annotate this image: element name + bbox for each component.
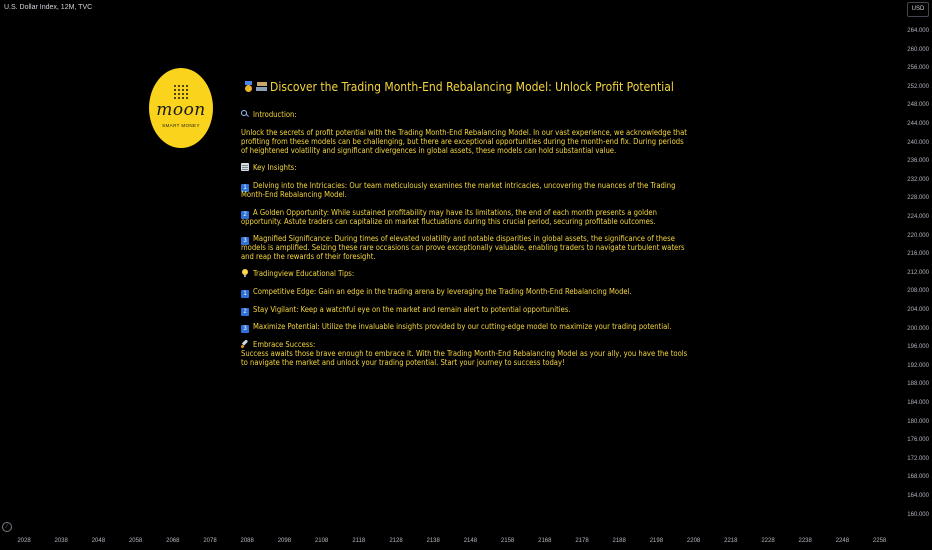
tips-heading-text: Tradingview Educational Tips:: [253, 269, 355, 278]
number-1-icon: 1: [241, 184, 249, 192]
insights-heading: [241, 163, 297, 172]
symbol-title[interactable]: U.S. Dollar Index, 12M, TVC: [4, 4, 93, 11]
time-tick: 2088: [240, 538, 254, 544]
article-title-text: Discover the Trading Month-End Rebalancing Model: Unlock Profit Potential: [270, 80, 674, 94]
number-3-icon: 3: [241, 325, 249, 333]
insight-2-text: A Golden Opportunity: While sustained profitability may have its limitations, the end of each month presents a golden: [253, 208, 657, 217]
time-tick: 2178: [575, 538, 589, 544]
number-2-icon: 2: [241, 308, 249, 316]
intro-heading-text: Introduction:: [253, 110, 297, 119]
time-tick: 2068: [166, 538, 180, 544]
time-tick: 2028: [17, 538, 31, 544]
tip-1: [241, 287, 632, 298]
number-2-icon: 2: [241, 211, 249, 219]
article-title: [243, 80, 674, 94]
time-tick: 2238: [798, 538, 812, 544]
price-tick: 228.000: [907, 195, 929, 202]
time-tick: 2148: [463, 538, 478, 544]
medal-icon: [243, 81, 254, 92]
intro-heading: [241, 110, 297, 119]
books-icon: [256, 81, 268, 92]
tips-heading: [241, 269, 354, 278]
insight-3-text: Magnified Significance: During times of elevated volatility and notable disparities in global assets, the significance of these: [253, 234, 675, 243]
moon-dots-icon: [173, 84, 189, 100]
magnifier-icon: [241, 110, 249, 118]
price-axis[interactable]: [903, 0, 932, 530]
price-tick: 260.000: [907, 46, 929, 53]
price-tick: 204.000: [907, 307, 929, 313]
price-tick: 232.000: [907, 176, 929, 183]
tip-2: [241, 305, 571, 316]
number-3-icon: 3: [241, 237, 249, 245]
insights-heading-text: Key Insights:: [253, 163, 297, 172]
success-heading: [241, 340, 315, 349]
price-tick: 212.000: [907, 269, 929, 276]
time-tick: 2228: [761, 538, 775, 544]
time-tick: 2168: [538, 538, 552, 544]
intro-line: profiting from these models can be challenging, but there are exceptional opportunities during the month-end fix. During periods: [241, 137, 684, 146]
price-tick: 256.000: [907, 65, 929, 72]
price-tick: 196.000: [907, 344, 929, 351]
price-tick: 192.000: [907, 362, 929, 369]
logo-subtitle: SMART MONEY: [162, 123, 200, 128]
lightbulb-icon: [241, 269, 249, 277]
success-heading-text: Embrace Success:: [253, 340, 316, 349]
price-tick: 244.000: [907, 121, 929, 127]
tip-3-text: Maximize Potential: Utilize the invaluable insights provided by our cutting-edge model to maximize your trading potential.: [253, 322, 672, 331]
time-tick: 2118: [352, 538, 366, 544]
price-tick: 264.000: [907, 28, 929, 34]
tip-3: [241, 322, 671, 333]
tradingview-logo-icon[interactable]: ⁄: [2, 522, 12, 532]
price-tick: 164.000: [907, 493, 929, 499]
intro-line: Unlock the secrets of profit potential with the Trading Month-End Rebalancing Model. In our vast experience, we acknowledge that: [241, 128, 687, 137]
insight-2-line: opportunity. Astute traders can capitalize on market fluctuations during this crucial period, securing profitable outcomes.: [241, 217, 656, 226]
time-tick: 2158: [500, 538, 515, 544]
time-tick: 2098: [277, 538, 292, 544]
memo-icon: [241, 163, 249, 171]
time-tick: 2138: [426, 538, 440, 544]
time-tick: 2208: [686, 538, 701, 544]
time-tick: 2038: [54, 538, 68, 544]
price-tick: 172.000: [907, 455, 929, 462]
price-tick: 224.000: [907, 214, 929, 220]
logo-word: moon: [156, 100, 206, 120]
time-tick: 2108: [314, 538, 329, 544]
price-tick: 184.000: [907, 400, 929, 406]
price-tick: 220.000: [907, 232, 929, 239]
time-tick: 2248: [835, 538, 850, 544]
time-tick: 2128: [389, 538, 403, 544]
currency-badge[interactable]: USD: [907, 2, 929, 17]
insight-3-line: and reap the rewards of their foresight.: [241, 252, 376, 261]
price-tick: 240.000: [907, 139, 929, 146]
time-tick: 2078: [203, 538, 217, 544]
tip-2-text: Stay Vigilant: Keep a watchful eye on the market and remain alert to potential opportunities.: [253, 305, 571, 314]
success-line: Success awaits those brave enough to embrace it. With the Trading Month-End Rebalancing Model as your ally, you have the tools: [241, 349, 688, 358]
price-tick: 200.000: [907, 325, 929, 332]
time-tick: 2048: [91, 538, 106, 544]
price-tick: 252.000: [907, 83, 929, 90]
price-tick: 216.000: [907, 251, 929, 258]
time-tick: 2258: [872, 538, 887, 544]
time-tick: 2218: [724, 538, 738, 544]
price-tick: 180.000: [907, 418, 929, 425]
price-tick: 248.000: [907, 102, 929, 109]
moon-smart-money-logo: [149, 68, 213, 148]
insight-1-text: Delving into the Intricacies: Our team meticulously examines the market intricacies, uncovering the nuances of the Trading: [253, 181, 676, 190]
time-tick: 2188: [612, 538, 626, 544]
price-tick: 176.000: [907, 437, 929, 444]
insight-1-line: Month-End Rebalancing Model.: [241, 190, 347, 199]
time-tick: 2058: [128, 538, 143, 544]
price-tick: 160.000: [907, 511, 929, 518]
time-axis[interactable]: [0, 534, 903, 550]
price-tick: 188.000: [907, 381, 929, 388]
price-tick: 208.000: [907, 288, 929, 295]
success-line: to navigate the market and unlock your trading potential. Start your journey to success today!: [241, 358, 565, 367]
price-tick: 236.000: [907, 158, 929, 165]
insight-3-line: models is amplified. Seizing these rare occasions can prove exceptionally valuable, enabling traders to navigate turbulent waters: [241, 243, 685, 252]
tip-1-text: Competitive Edge: Gain an edge in the trading arena by leveraging the Trading Month-End Rebalancing Model.: [253, 287, 632, 296]
price-tick: 168.000: [907, 474, 929, 481]
rocket-icon: [241, 340, 249, 348]
number-1-icon: 1: [241, 290, 249, 298]
time-tick: 2198: [649, 538, 664, 544]
intro-line: of heightened volatility and significant divergences in global assets, these models can hold substantial value.: [241, 146, 617, 155]
